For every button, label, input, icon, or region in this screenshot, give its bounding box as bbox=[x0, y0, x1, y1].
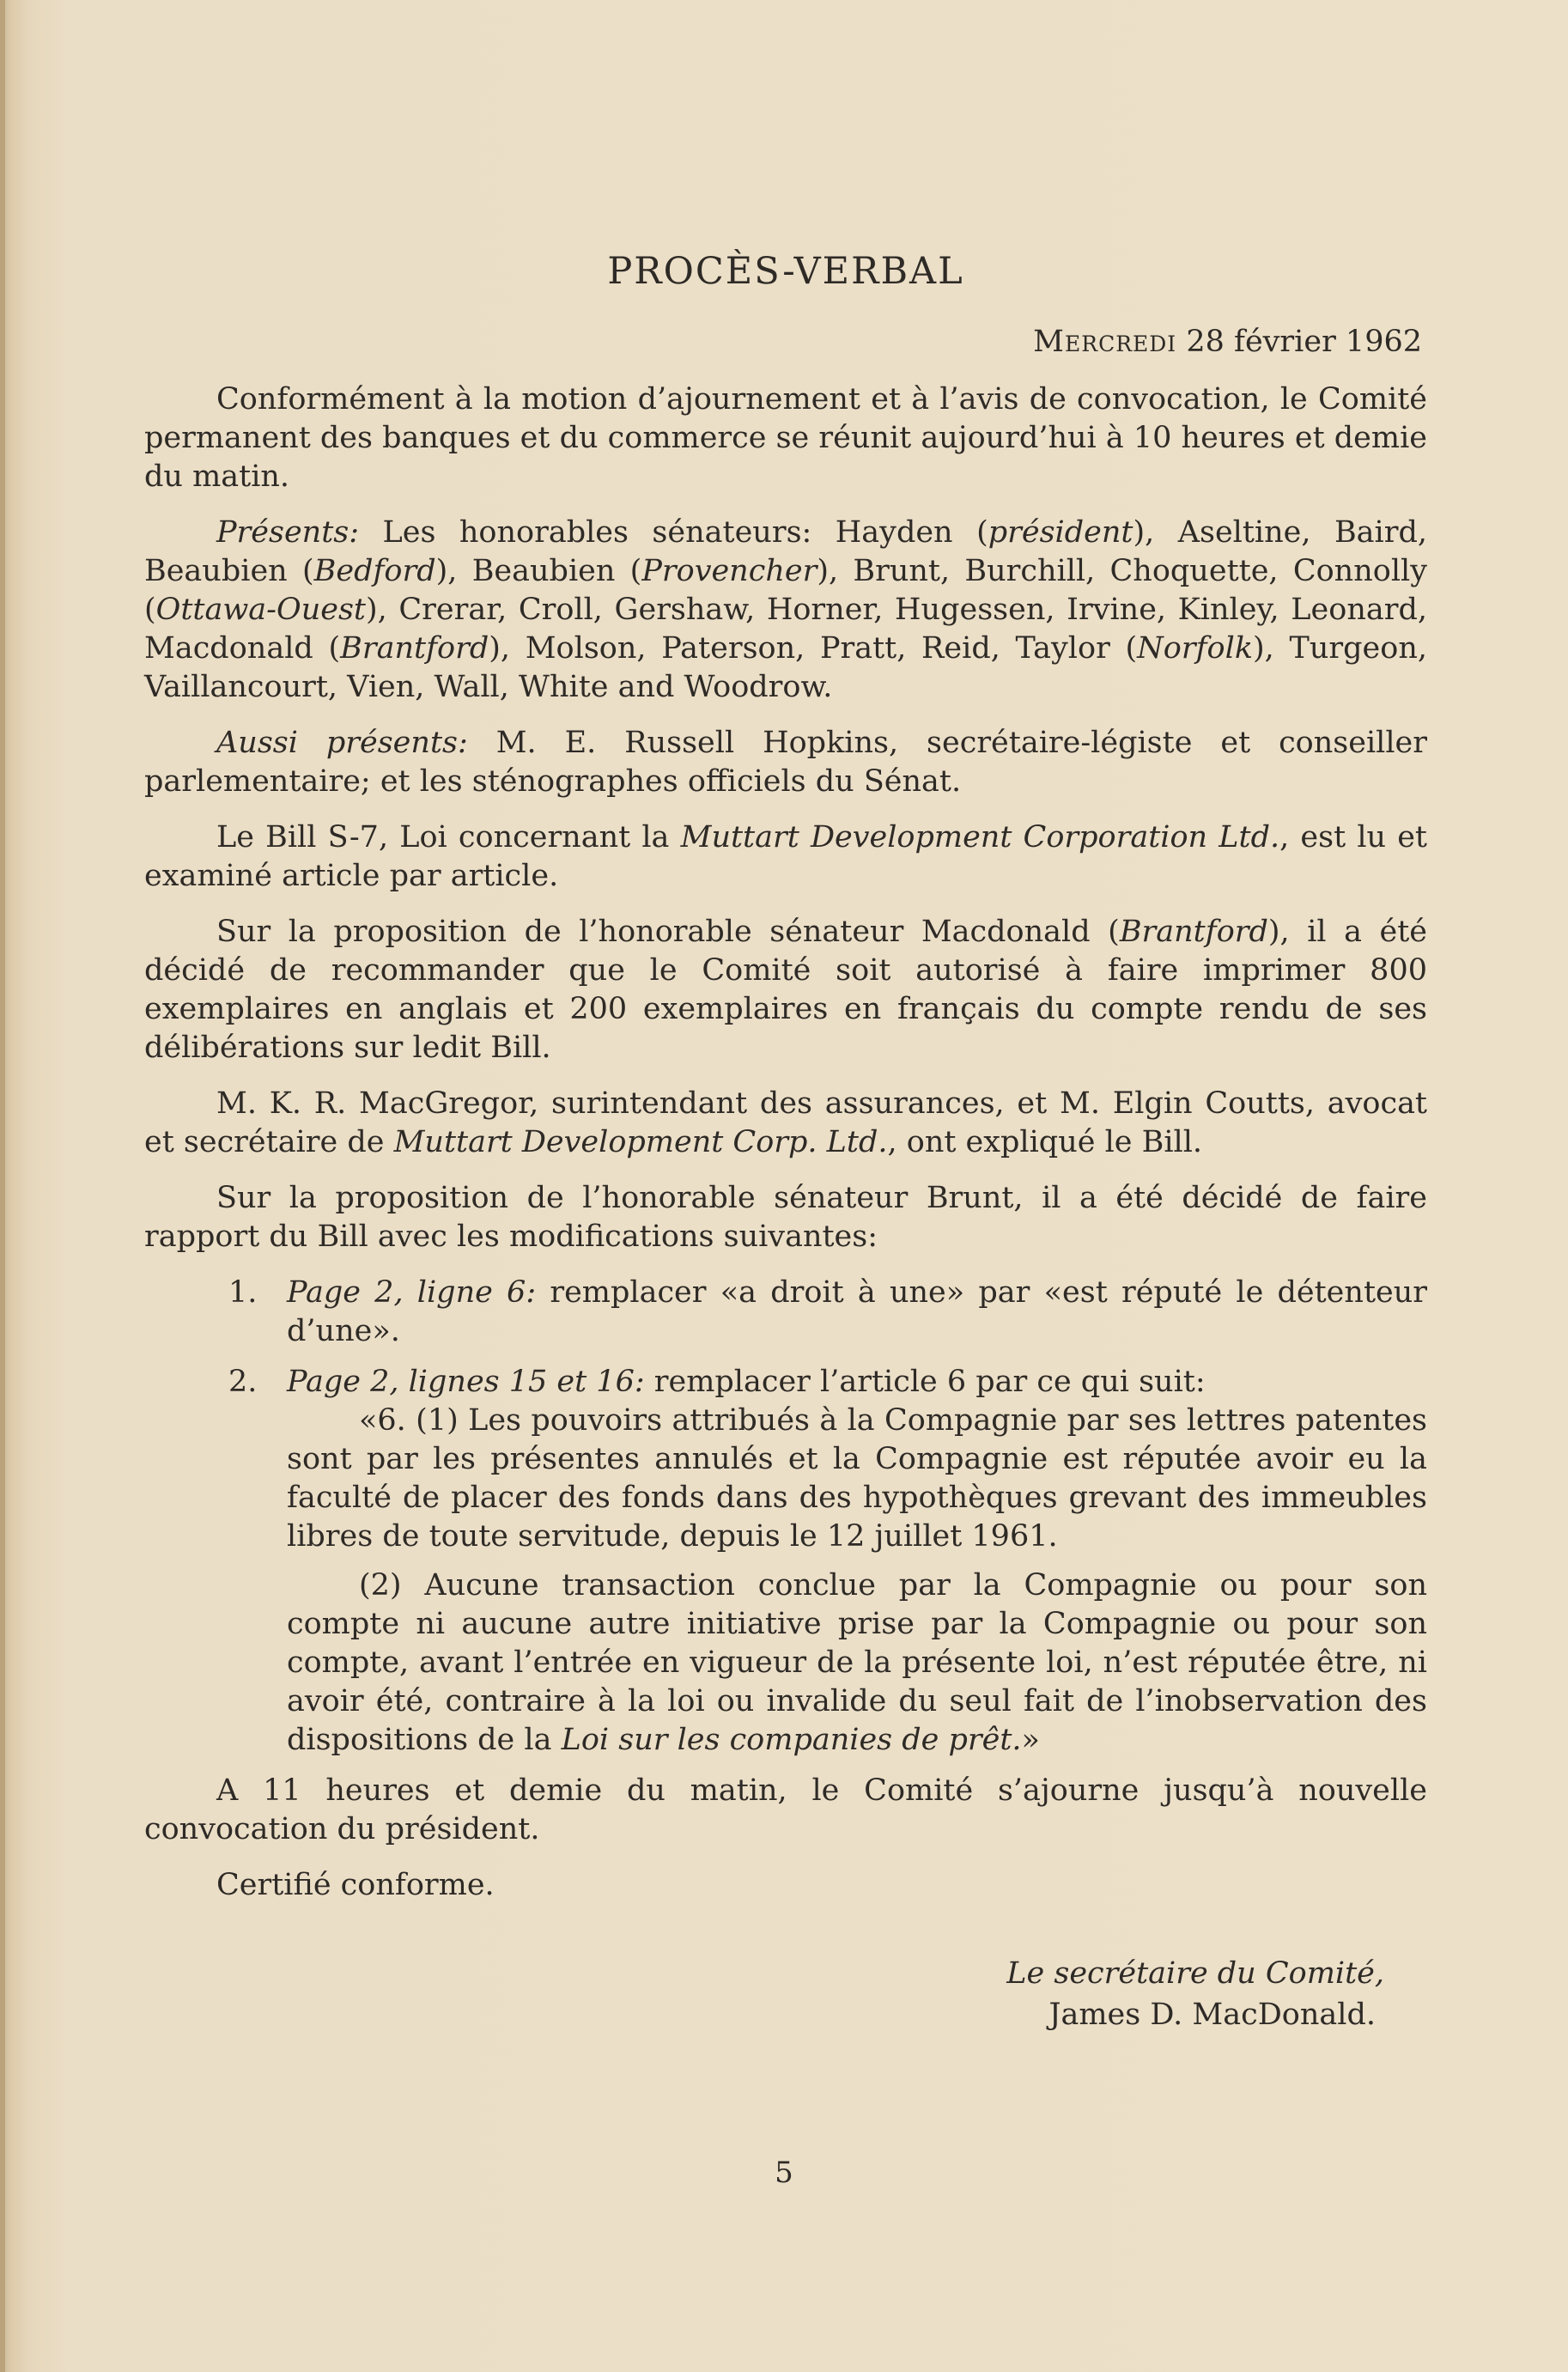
amendment-reference: Page 2, lignes 15 et 16: bbox=[287, 1365, 645, 1399]
attendance-text: ), Molson, Paterson, Pratt, Reid, Taylor ( bbox=[489, 631, 1138, 666]
attendance-paragraph bbox=[144, 514, 1427, 707]
attendance-italic: Ottawa-Ouest bbox=[155, 593, 366, 627]
meeting-day: Mercredi bbox=[1033, 325, 1177, 359]
amendment-text: remplacer l’article 6 par ce qui suit: bbox=[644, 1365, 1206, 1399]
attendance-text: ), Aseltine, Baird, Beaubien ( bbox=[144, 515, 1427, 588]
signature-role: Le secrétaire du Comité, bbox=[1006, 1956, 1384, 1991]
attendance-text: ), Crerar, Croll, Gershaw, Horner, Hugessen, Irvine, Kinley, Leonard, Macdonald ( bbox=[144, 593, 1427, 666]
witnesses-paragraph bbox=[144, 1085, 1427, 1162]
report-paragraph: Sur la proposition de l’honorable sénateur Brunt, il a été décidé de faire rapport du Bill avec les modifications suivantes: bbox=[144, 1181, 1427, 1254]
attendance-text: Les honorables sénateurs: Hayden ( bbox=[359, 515, 988, 550]
attendance-italic: président bbox=[988, 515, 1133, 550]
quote-paragraph-1: «6. (1) Les pouvoirs attribués à la Compagnie par ses lettres patentes sont par les présentes annulés et la Compagnie est réputée avoir eu la faculté de placer des fonds dans des hypothèques grevant des immeubles libres de toute servitude, depuis le 12 juillet 1961. bbox=[287, 1403, 1427, 1554]
bill-paragraph bbox=[144, 818, 1427, 896]
amendment-number: 2. bbox=[228, 1365, 258, 1399]
bill-italic: Muttart Development Corporation Ltd. bbox=[680, 820, 1280, 855]
printing-paragraph bbox=[144, 913, 1427, 1067]
attendance-italic: Bedford bbox=[313, 554, 436, 588]
also-present-text: M. E. Russell Hopkins, secrétaire-légiste et conseiller parlementaire; et les sténographes officiels du Sénat. bbox=[144, 726, 1427, 799]
opening-paragraph: Conformément à la motion d’ajournement et à l’avis de convocation, le Comité permanent des banques et du commerce se réunit aujourd’hui à 10 heures et demie du matin. bbox=[144, 382, 1427, 494]
page-title: PROCÈS-VERBAL bbox=[607, 250, 964, 293]
bill-text: , est lu et examiné article par article. bbox=[144, 820, 1427, 893]
witnesses-text: , ont expliqué le Bill. bbox=[887, 1125, 1203, 1159]
attendance-text: ), Turgeon, Vaillancourt, Vien, Wall, White and Woodrow. bbox=[144, 631, 1427, 704]
quote-close: » bbox=[1021, 1723, 1040, 1757]
certified-line: Certifié conforme. bbox=[216, 1868, 495, 1902]
amendment-item bbox=[144, 1363, 1427, 1760]
quote-italic: Loi sur les companies de prêt. bbox=[561, 1723, 1022, 1757]
amendment-reference: Page 2, ligne 6: bbox=[287, 1275, 537, 1310]
amendments-list bbox=[144, 1274, 1427, 1760]
amendment-item bbox=[144, 1274, 1427, 1351]
meeting-date bbox=[144, 323, 1422, 362]
document-body bbox=[144, 249, 1427, 2035]
witnesses-italic: Muttart Development Corp. Ltd. bbox=[393, 1125, 888, 1159]
closing-paragraph: A 11 heures et demie du matin, le Comité s’ajourne jusqu’à nouvelle convocation du président. bbox=[144, 1773, 1427, 1846]
also-present-paragraph bbox=[144, 724, 1427, 801]
also-present-label: Aussi présents: bbox=[216, 726, 468, 760]
attendance-text: ), Beaubien ( bbox=[435, 554, 642, 588]
quote-paragraph-2 bbox=[287, 1566, 1427, 1760]
witnesses-text: M. K. R. MacGregor, surintendant des assurances, et M. Elgin Coutts, avocat et secrétaire de bbox=[144, 1086, 1427, 1159]
page-spine-shadow bbox=[0, 0, 5, 2372]
bill-text: Le Bill S-7, Loi concernant la bbox=[216, 820, 681, 855]
meeting-date-rest: 28 février 1962 bbox=[1186, 325, 1422, 359]
signature-name: James D. MacDonald. bbox=[1048, 1998, 1376, 2032]
amendment-number: 1. bbox=[228, 1275, 258, 1310]
page-number: 5 bbox=[775, 2156, 793, 2190]
attendance-italic: Brantford bbox=[340, 631, 489, 666]
replacement-article bbox=[287, 1402, 1427, 1760]
quote-text: (2) Aucune transaction conclue par la Compagnie ou pour son compte ni aucune autre initiative prise par la Compagnie ou pour son compte, avant l’entrée en vigueur de la présente loi, n’est réputée être, ni avoir été, contraire à la loi ou invalide du seul fait de l’inobservation des dispositions de la bbox=[287, 1568, 1427, 1757]
printing-text: ), il a été décidé de recommander que le Comité soit autorisé à faire imprimer 800 exemplaires en anglais et 200 exemplaires en français du compte rendu de ses délibérations sur ledit Bill. bbox=[144, 915, 1427, 1065]
printing-italic: Brantford bbox=[1119, 915, 1268, 949]
attendance-text: ), Brunt, Burchill, Choquette, Connolly ( bbox=[144, 554, 1427, 627]
printing-text: Sur la proposition de l’honorable sénateur Macdonald ( bbox=[216, 915, 1120, 949]
attendance-label: Présents: bbox=[216, 515, 360, 550]
amendment-text: remplacer «a droit à une» par «est réputé le détenteur d’une». bbox=[287, 1275, 1427, 1348]
attendance-italic: Norfolk bbox=[1137, 631, 1254, 666]
signature-block bbox=[144, 1953, 1384, 2035]
attendance-italic: Provencher bbox=[641, 554, 817, 588]
